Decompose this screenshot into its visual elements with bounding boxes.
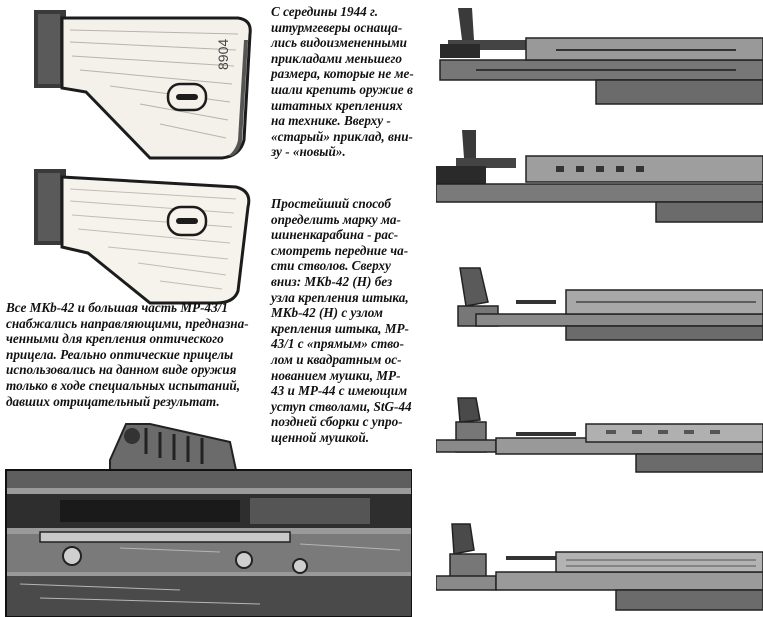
old-stock-serial: 8904 [215, 38, 231, 70]
barrel-4-mp43-mp44 [436, 392, 763, 484]
caption-optics: Все MKb-42 и большая часть MP-43/1 снабжались направляющими, предназна- ченными для крепления оптического прицела. Реально оптические прицелы использовались на данном виде оружия только в ходе специальных испытаний, давших отрицательный результат. [6, 300, 249, 409]
old-stock-photo [0, 0, 262, 162]
barrel-3-mp43-1 [436, 262, 763, 352]
barrel-1-mkb42-no-bayonet [436, 0, 763, 115]
caption-barrels: Простейший способ определить марку ма- шиненкарабина - рас- смотреть передние ча- сти стволов. Сверху вниз: MKb-42 (H) без узла крепления штыка, MKb-42 (H) с узлом крепления штыка, MP- 43/1 с «прямым» ство- лом и квадратным ос- нованием мушки, MP- 43 и MP-44 с имеющим уступ стволами, StG-44 поздней сборки с упро- щенной мушкой. [271, 196, 412, 445]
new-stock-photo [0, 163, 262, 305]
caption-stocks: С середины 1944 г. штурмгеверы оснаща- лись видоизмененными прикладами меньшего размера, которые не ме- шали крепить оружие в штатных креплениях на технике. Вверху - «старый» приклад, вни- зу - «новый». [271, 4, 414, 160]
barrel-2-mkb42-with-bayonet [436, 122, 763, 227]
barrel-5-stg44-late [436, 520, 763, 617]
